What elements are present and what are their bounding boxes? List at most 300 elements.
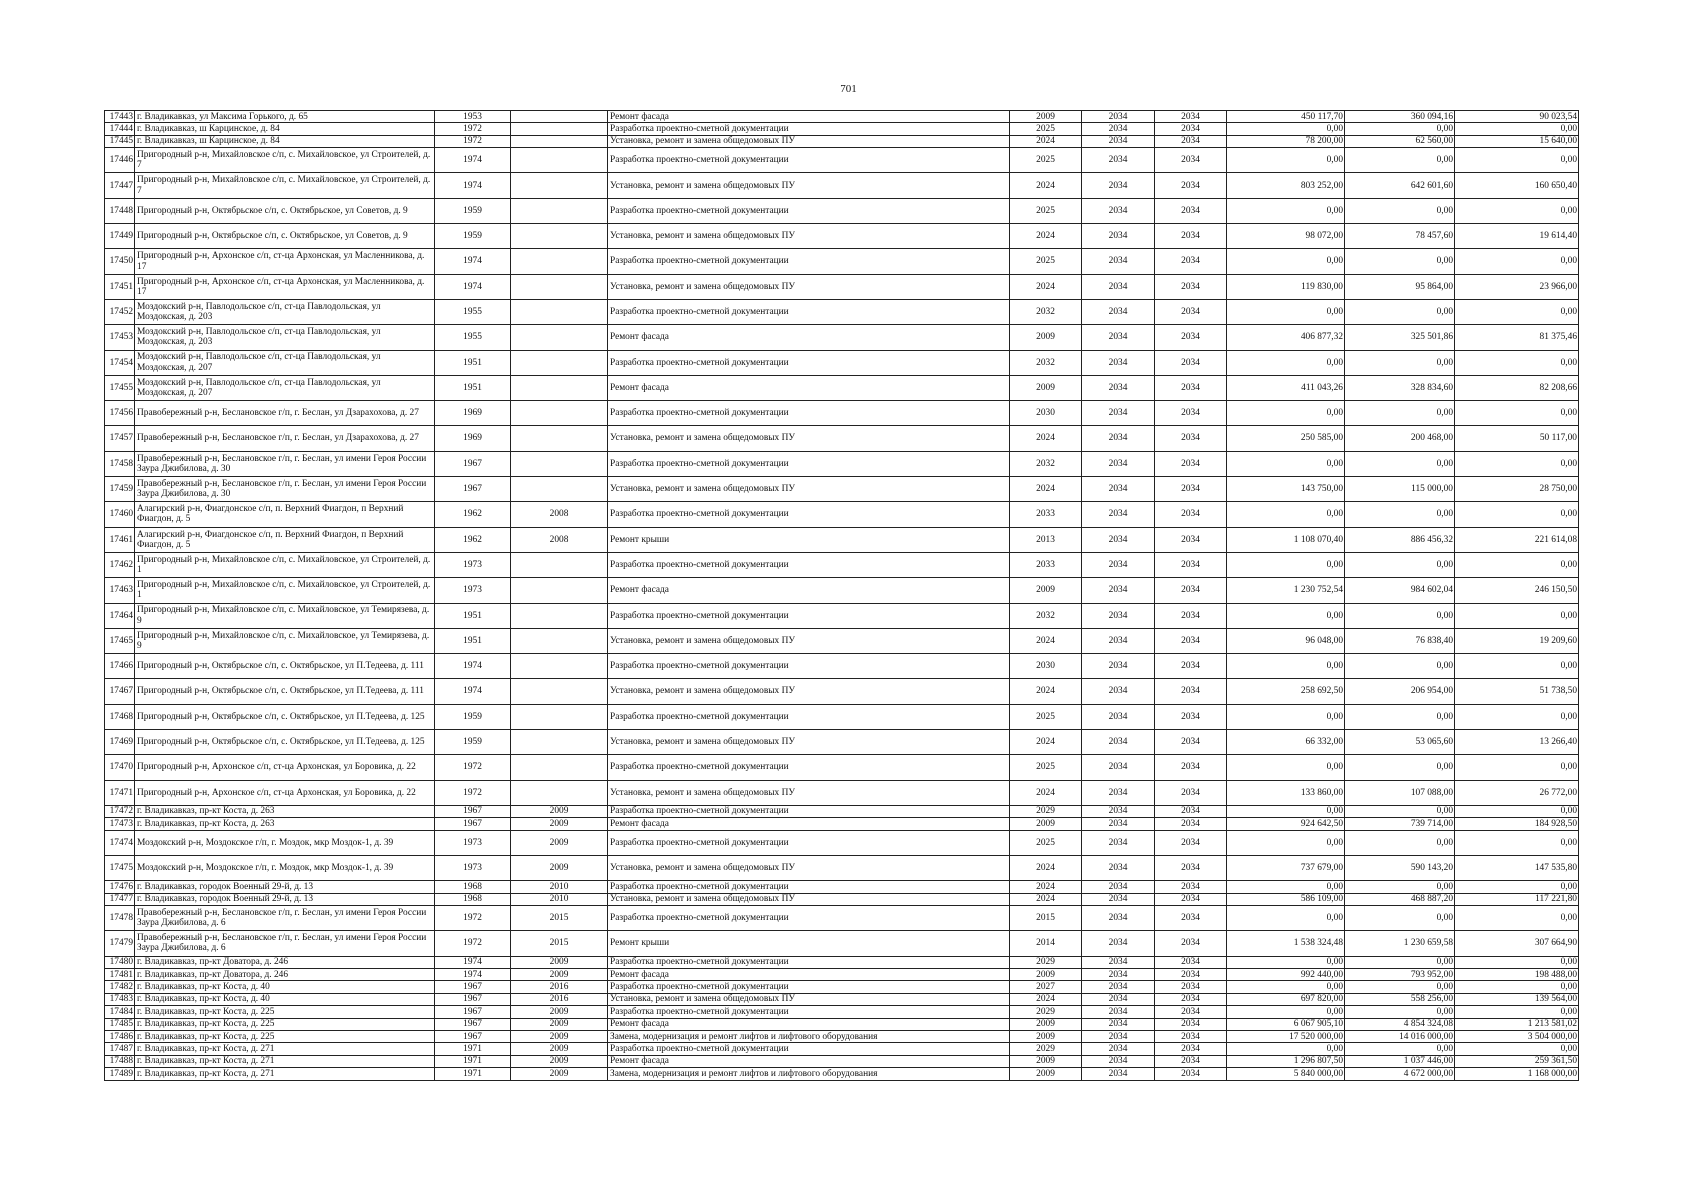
row-number-cell: 17450 [105, 249, 135, 274]
year-reconstruction-cell: 2009 [511, 830, 608, 855]
table-row [105, 502, 1579, 527]
year-planned-end-cell: 2034 [1155, 780, 1227, 805]
year-last-repair-cell: 2024 [1010, 477, 1082, 502]
table-row [105, 603, 1579, 628]
cost-part-1-cell: 739 714,00 [1345, 818, 1455, 830]
cost-part-2-cell: 184 928,50 [1455, 818, 1579, 830]
year-last-repair-cell: 2009 [1010, 578, 1082, 603]
year-planned-cell: 2034 [1082, 654, 1155, 679]
cost-total-cell: 0,00 [1227, 299, 1345, 324]
year-planned-end-cell: 2034 [1155, 451, 1227, 476]
row-number-cell: 17489 [105, 1068, 135, 1080]
row-number-cell: 17455 [105, 375, 135, 400]
work-type-cell: Разработка проектно-сметной документации [608, 1006, 1010, 1018]
year-built-cell: 1973 [435, 578, 511, 603]
cost-part-1-cell: 0,00 [1345, 956, 1455, 968]
address-cell: Пригородный р-н, Архонское с/п, ст-ца Архонская, ул Масленникова, д. 17 [135, 249, 435, 274]
address-cell: Моздокский р-н, Павлодольское с/п, ст-ца Павлодольская, ул Моздокская, д. 203 [135, 299, 435, 324]
cost-part-1-cell: 1 037 446,00 [1345, 1055, 1455, 1067]
year-built-cell: 1972 [435, 755, 511, 780]
cost-total-cell: 697 820,00 [1227, 993, 1345, 1005]
year-reconstruction-cell [511, 249, 608, 274]
cost-part-2-cell: 0,00 [1455, 401, 1579, 426]
year-planned-cell: 2034 [1082, 274, 1155, 299]
year-reconstruction-cell: 2009 [511, 1030, 608, 1042]
cost-total-cell: 992 440,00 [1227, 969, 1345, 981]
work-type-cell: Разработка проектно-сметной документации [608, 830, 1010, 855]
work-type-cell: Установка, ремонт и замена общедомовых ПУ [608, 274, 1010, 299]
year-last-repair-cell: 2024 [1010, 881, 1082, 893]
table-row [105, 249, 1579, 274]
cost-part-2-cell: 0,00 [1455, 755, 1579, 780]
cost-total-cell: 0,00 [1227, 1006, 1345, 1018]
year-planned-end-cell: 2034 [1155, 704, 1227, 729]
table-body [105, 111, 1579, 1081]
year-last-repair-cell: 2009 [1010, 1018, 1082, 1030]
year-built-cell: 1967 [435, 1018, 511, 1030]
cost-part-1-cell: 14 016 000,00 [1345, 1030, 1455, 1042]
year-planned-cell: 2034 [1082, 818, 1155, 830]
cost-total-cell: 450 117,70 [1227, 111, 1345, 123]
year-planned-cell: 2034 [1082, 1055, 1155, 1067]
work-type-cell: Ремонт крыши [608, 527, 1010, 552]
year-built-cell: 1967 [435, 451, 511, 476]
cost-part-2-cell: 221 614,08 [1455, 527, 1579, 552]
cost-part-2-cell: 19 614,40 [1455, 224, 1579, 249]
year-reconstruction-cell [511, 375, 608, 400]
work-type-cell: Разработка проектно-сметной документации [608, 299, 1010, 324]
year-planned-end-cell: 2034 [1155, 628, 1227, 653]
cost-total-cell: 0,00 [1227, 830, 1345, 855]
cost-total-cell: 0,00 [1227, 755, 1345, 780]
cost-part-1-cell: 0,00 [1345, 249, 1455, 274]
table-row [105, 375, 1579, 400]
cost-part-2-cell: 15 640,00 [1455, 135, 1579, 147]
year-planned-end-cell: 2034 [1155, 956, 1227, 968]
cost-part-1-cell: 0,00 [1345, 502, 1455, 527]
year-planned-end-cell: 2034 [1155, 1043, 1227, 1055]
year-last-repair-cell: 2009 [1010, 969, 1082, 981]
year-last-repair-cell: 2030 [1010, 401, 1082, 426]
row-number-cell: 17456 [105, 401, 135, 426]
address-cell: г. Владикавказ, пр-кт Доватора, д. 246 [135, 956, 435, 968]
year-planned-cell: 2034 [1082, 123, 1155, 135]
work-type-cell: Установка, ремонт и замена общедомовых ПУ [608, 730, 1010, 755]
work-type-cell: Разработка проектно-сметной документации [608, 502, 1010, 527]
cost-total-cell: 0,00 [1227, 881, 1345, 893]
address-cell: Правобережный р-н, Беслановское г/п, г. Беслан, ул имени Героя России Заура Джибилова, д. 30 [135, 477, 435, 502]
year-planned-cell: 2034 [1082, 1018, 1155, 1030]
year-planned-cell: 2034 [1082, 855, 1155, 880]
cost-part-1-cell: 0,00 [1345, 451, 1455, 476]
row-number-cell: 17454 [105, 350, 135, 375]
cost-part-1-cell: 590 143,20 [1345, 855, 1455, 880]
year-planned-cell: 2034 [1082, 224, 1155, 249]
cost-part-1-cell: 0,00 [1345, 552, 1455, 577]
table-row [105, 325, 1579, 350]
year-planned-end-cell: 2034 [1155, 578, 1227, 603]
cost-part-2-cell: 246 150,50 [1455, 578, 1579, 603]
row-number-cell: 17484 [105, 1006, 135, 1018]
year-last-repair-cell: 2013 [1010, 527, 1082, 552]
cost-part-2-cell: 160 650,40 [1455, 173, 1579, 198]
row-number-cell: 17463 [105, 578, 135, 603]
work-type-cell: Установка, ремонт и замена общедомовых ПУ [608, 993, 1010, 1005]
work-type-cell: Ремонт фасада [608, 1018, 1010, 1030]
row-number-cell: 17449 [105, 224, 135, 249]
row-number-cell: 17486 [105, 1030, 135, 1042]
cost-part-2-cell: 23 966,00 [1455, 274, 1579, 299]
table-row [105, 173, 1579, 198]
year-last-repair-cell: 2029 [1010, 1006, 1082, 1018]
cost-total-cell: 0,00 [1227, 603, 1345, 628]
cost-total-cell: 1 296 807,50 [1227, 1055, 1345, 1067]
cost-part-2-cell: 0,00 [1455, 299, 1579, 324]
cost-total-cell: 78 200,00 [1227, 135, 1345, 147]
year-planned-end-cell: 2034 [1155, 1055, 1227, 1067]
cost-part-2-cell: 1 168 000,00 [1455, 1068, 1579, 1080]
row-number-cell: 17480 [105, 956, 135, 968]
year-planned-cell: 2034 [1082, 805, 1155, 817]
year-built-cell: 1967 [435, 981, 511, 993]
year-planned-cell: 2034 [1082, 906, 1155, 931]
year-last-repair-cell: 2032 [1010, 299, 1082, 324]
year-last-repair-cell: 2024 [1010, 628, 1082, 653]
cost-total-cell: 1 230 752,54 [1227, 578, 1345, 603]
address-cell: г. Владикавказ, городок Военный 29-й, д. 13 [135, 893, 435, 905]
cost-part-2-cell: 307 664,90 [1455, 931, 1579, 956]
year-reconstruction-cell [511, 780, 608, 805]
address-cell: Пригородный р-н, Архонское с/п, ст-ца Архонская, ул Боровика, д. 22 [135, 780, 435, 805]
year-planned-end-cell: 2034 [1155, 603, 1227, 628]
cost-part-2-cell: 28 750,00 [1455, 477, 1579, 502]
year-last-repair-cell: 2025 [1010, 704, 1082, 729]
year-planned-end-cell: 2034 [1155, 1068, 1227, 1080]
year-built-cell: 1951 [435, 350, 511, 375]
cost-part-1-cell: 558 256,00 [1345, 993, 1455, 1005]
work-type-cell: Ремонт фасада [608, 818, 1010, 830]
cost-part-2-cell: 139 564,00 [1455, 993, 1579, 1005]
year-last-repair-cell: 2024 [1010, 135, 1082, 147]
year-built-cell: 1973 [435, 855, 511, 880]
cost-part-1-cell: 95 864,00 [1345, 274, 1455, 299]
address-cell: Правобережный р-н, Беслановское г/п, г. Беслан, ул имени Героя России Заура Джибилова, д. 6 [135, 931, 435, 956]
cost-part-1-cell: 0,00 [1345, 981, 1455, 993]
year-built-cell: 1971 [435, 1068, 511, 1080]
work-type-cell: Разработка проектно-сметной документации [608, 249, 1010, 274]
cost-part-2-cell: 0,00 [1455, 881, 1579, 893]
year-planned-end-cell: 2034 [1155, 173, 1227, 198]
cost-part-1-cell: 206 954,00 [1345, 679, 1455, 704]
year-planned-cell: 2034 [1082, 249, 1155, 274]
year-reconstruction-cell: 2009 [511, 1006, 608, 1018]
work-type-cell: Установка, ремонт и замена общедомовых ПУ [608, 426, 1010, 451]
year-built-cell: 1967 [435, 818, 511, 830]
year-reconstruction-cell [511, 299, 608, 324]
table-row [105, 805, 1579, 817]
cost-part-1-cell: 642 601,60 [1345, 173, 1455, 198]
year-last-repair-cell: 2033 [1010, 552, 1082, 577]
cost-part-2-cell: 26 772,00 [1455, 780, 1579, 805]
cost-part-1-cell: 0,00 [1345, 755, 1455, 780]
year-reconstruction-cell [511, 451, 608, 476]
cost-part-1-cell: 107 088,00 [1345, 780, 1455, 805]
page-number: 701 [840, 83, 857, 95]
address-cell: г. Владикавказ, пр-кт Коста, д. 271 [135, 1043, 435, 1055]
work-type-cell: Разработка проектно-сметной документации [608, 148, 1010, 173]
year-planned-end-cell: 2034 [1155, 401, 1227, 426]
year-planned-end-cell: 2034 [1155, 993, 1227, 1005]
address-cell: Пригородный р-н, Октябрьское с/п, с. Октябрьское, ул П.Тедеева, д. 111 [135, 654, 435, 679]
year-last-repair-cell: 2024 [1010, 173, 1082, 198]
cost-part-1-cell: 0,00 [1345, 1043, 1455, 1055]
cost-part-1-cell: 0,00 [1345, 881, 1455, 893]
year-built-cell: 1959 [435, 224, 511, 249]
cost-part-1-cell: 0,00 [1345, 299, 1455, 324]
cost-part-2-cell: 90 023,54 [1455, 111, 1579, 123]
year-planned-end-cell: 2034 [1155, 426, 1227, 451]
year-reconstruction-cell [511, 704, 608, 729]
year-reconstruction-cell [511, 173, 608, 198]
table-row [105, 993, 1579, 1005]
cost-total-cell: 0,00 [1227, 451, 1345, 476]
cost-total-cell: 17 520 000,00 [1227, 1030, 1345, 1042]
year-last-repair-cell: 2025 [1010, 148, 1082, 173]
year-planned-end-cell: 2034 [1155, 274, 1227, 299]
work-type-cell: Ремонт фасада [608, 578, 1010, 603]
table-row [105, 931, 1579, 956]
year-planned-end-cell: 2034 [1155, 906, 1227, 931]
year-built-cell: 1968 [435, 893, 511, 905]
table-row [105, 628, 1579, 653]
year-reconstruction-cell: 2008 [511, 502, 608, 527]
cost-part-1-cell: 886 456,32 [1345, 527, 1455, 552]
work-type-cell: Разработка проектно-сметной документации [608, 198, 1010, 223]
table-row [105, 111, 1579, 123]
year-planned-cell: 2034 [1082, 830, 1155, 855]
table-row [105, 704, 1579, 729]
row-number-cell: 17469 [105, 730, 135, 755]
cost-total-cell: 0,00 [1227, 552, 1345, 577]
work-type-cell: Разработка проектно-сметной документации [608, 654, 1010, 679]
year-built-cell: 1969 [435, 401, 511, 426]
work-type-cell: Установка, ремонт и замена общедомовых ПУ [608, 780, 1010, 805]
cost-part-1-cell: 78 457,60 [1345, 224, 1455, 249]
year-last-repair-cell: 2015 [1010, 906, 1082, 931]
work-type-cell: Ремонт фасада [608, 969, 1010, 981]
year-built-cell: 1967 [435, 805, 511, 817]
year-reconstruction-cell: 2016 [511, 993, 608, 1005]
work-type-cell: Ремонт фасада [608, 1055, 1010, 1067]
row-number-cell: 17467 [105, 679, 135, 704]
address-cell: Пригородный р-н, Михайловское с/п, с. Михайловское, ул Темирязева, д. 9 [135, 603, 435, 628]
cost-total-cell: 0,00 [1227, 654, 1345, 679]
work-type-cell: Разработка проектно-сметной документации [608, 906, 1010, 931]
year-last-repair-cell: 2030 [1010, 654, 1082, 679]
year-planned-cell: 2034 [1082, 730, 1155, 755]
year-planned-cell: 2034 [1082, 148, 1155, 173]
cost-total-cell: 411 043,26 [1227, 375, 1345, 400]
year-reconstruction-cell [511, 679, 608, 704]
address-cell: г. Владикавказ, пр-кт Коста, д. 271 [135, 1068, 435, 1080]
year-planned-end-cell: 2034 [1155, 527, 1227, 552]
cost-total-cell: 96 048,00 [1227, 628, 1345, 653]
year-last-repair-cell: 2024 [1010, 893, 1082, 905]
cost-part-2-cell: 51 738,50 [1455, 679, 1579, 704]
cost-part-2-cell: 13 266,40 [1455, 730, 1579, 755]
year-last-repair-cell: 2029 [1010, 805, 1082, 817]
work-type-cell: Замена, модернизация и ремонт лифтов и лифтового оборудования [608, 1030, 1010, 1042]
year-built-cell: 1955 [435, 325, 511, 350]
row-number-cell: 17444 [105, 123, 135, 135]
cost-part-2-cell: 81 375,46 [1455, 325, 1579, 350]
year-planned-cell: 2034 [1082, 780, 1155, 805]
capital-repair-table [104, 110, 1579, 1081]
cost-part-2-cell: 0,00 [1455, 981, 1579, 993]
row-number-cell: 17453 [105, 325, 135, 350]
year-planned-cell: 2034 [1082, 451, 1155, 476]
row-number-cell: 17447 [105, 173, 135, 198]
cost-part-1-cell: 0,00 [1345, 805, 1455, 817]
year-built-cell: 1969 [435, 426, 511, 451]
row-number-cell: 17457 [105, 426, 135, 451]
year-last-repair-cell: 2024 [1010, 855, 1082, 880]
cost-part-1-cell: 360 094,16 [1345, 111, 1455, 123]
year-reconstruction-cell [511, 123, 608, 135]
table-row [105, 135, 1579, 147]
cost-part-1-cell: 0,00 [1345, 830, 1455, 855]
year-planned-cell: 2034 [1082, 981, 1155, 993]
year-built-cell: 1955 [435, 299, 511, 324]
year-built-cell: 1962 [435, 527, 511, 552]
year-planned-end-cell: 2034 [1155, 198, 1227, 223]
year-planned-end-cell: 2034 [1155, 805, 1227, 817]
cost-part-2-cell: 0,00 [1455, 906, 1579, 931]
cost-part-2-cell: 0,00 [1455, 249, 1579, 274]
row-number-cell: 17446 [105, 148, 135, 173]
address-cell: Пригородный р-н, Архонское с/п, ст-ца Архонская, ул Масленникова, д. 17 [135, 274, 435, 299]
year-last-repair-cell: 2025 [1010, 830, 1082, 855]
work-type-cell: Разработка проектно-сметной документации [608, 956, 1010, 968]
cost-total-cell: 66 332,00 [1227, 730, 1345, 755]
year-planned-end-cell: 2034 [1155, 830, 1227, 855]
table-row [105, 780, 1579, 805]
cost-total-cell: 924 642,50 [1227, 818, 1345, 830]
year-planned-cell: 2034 [1082, 299, 1155, 324]
year-planned-end-cell: 2034 [1155, 224, 1227, 249]
row-number-cell: 17459 [105, 477, 135, 502]
row-number-cell: 17476 [105, 881, 135, 893]
year-last-repair-cell: 2024 [1010, 730, 1082, 755]
row-number-cell: 17460 [105, 502, 135, 527]
year-reconstruction-cell [511, 730, 608, 755]
year-planned-end-cell: 2034 [1155, 969, 1227, 981]
year-planned-end-cell: 2034 [1155, 679, 1227, 704]
year-built-cell: 1968 [435, 881, 511, 893]
work-type-cell: Установка, ремонт и замена общедомовых ПУ [608, 477, 1010, 502]
row-number-cell: 17477 [105, 893, 135, 905]
year-planned-cell: 2034 [1082, 993, 1155, 1005]
year-planned-cell: 2034 [1082, 578, 1155, 603]
row-number-cell: 17466 [105, 654, 135, 679]
year-planned-end-cell: 2034 [1155, 1018, 1227, 1030]
work-type-cell: Установка, ремонт и замена общедомовых ПУ [608, 855, 1010, 880]
address-cell: г. Владикавказ, пр-кт Коста, д. 271 [135, 1055, 435, 1067]
year-built-cell: 1959 [435, 704, 511, 729]
year-planned-cell: 2034 [1082, 956, 1155, 968]
cost-total-cell: 0,00 [1227, 1043, 1345, 1055]
table-row [105, 893, 1579, 905]
year-built-cell: 1951 [435, 603, 511, 628]
year-planned-end-cell: 2034 [1155, 249, 1227, 274]
year-planned-cell: 2034 [1082, 603, 1155, 628]
cost-part-1-cell: 468 887,20 [1345, 893, 1455, 905]
year-planned-cell: 2034 [1082, 893, 1155, 905]
table-row [105, 477, 1579, 502]
cost-part-1-cell: 0,00 [1345, 654, 1455, 679]
year-planned-end-cell: 2034 [1155, 135, 1227, 147]
year-last-repair-cell: 2014 [1010, 931, 1082, 956]
table-row [105, 350, 1579, 375]
year-reconstruction-cell [511, 654, 608, 679]
year-built-cell: 1971 [435, 1055, 511, 1067]
year-reconstruction-cell [511, 401, 608, 426]
year-last-repair-cell: 2032 [1010, 350, 1082, 375]
cost-part-2-cell: 0,00 [1455, 956, 1579, 968]
cost-total-cell: 143 750,00 [1227, 477, 1345, 502]
cost-part-1-cell: 0,00 [1345, 350, 1455, 375]
year-planned-cell: 2034 [1082, 931, 1155, 956]
year-built-cell: 1967 [435, 477, 511, 502]
row-number-cell: 17473 [105, 818, 135, 830]
cost-total-cell: 406 877,32 [1227, 325, 1345, 350]
work-type-cell: Ремонт фасада [608, 325, 1010, 350]
year-planned-end-cell: 2034 [1155, 730, 1227, 755]
table-row [105, 956, 1579, 968]
table-row [105, 274, 1579, 299]
row-number-cell: 17478 [105, 906, 135, 931]
work-type-cell: Разработка проектно-сметной документации [608, 704, 1010, 729]
cost-part-1-cell: 0,00 [1345, 704, 1455, 729]
cost-total-cell: 6 067 905,10 [1227, 1018, 1345, 1030]
year-planned-end-cell: 2034 [1155, 855, 1227, 880]
cost-total-cell: 0,00 [1227, 906, 1345, 931]
row-number-cell: 17443 [105, 111, 135, 123]
address-cell: Моздокский р-н, Павлодольское с/п, ст-ца Павлодольская, ул Моздокская, д. 207 [135, 375, 435, 400]
cost-part-1-cell: 328 834,60 [1345, 375, 1455, 400]
table-row [105, 969, 1579, 981]
work-type-cell: Разработка проектно-сметной документации [608, 805, 1010, 817]
year-reconstruction-cell: 2009 [511, 855, 608, 880]
cost-total-cell: 258 692,50 [1227, 679, 1345, 704]
year-planned-end-cell: 2034 [1155, 981, 1227, 993]
cost-total-cell: 119 830,00 [1227, 274, 1345, 299]
year-planned-end-cell: 2034 [1155, 1006, 1227, 1018]
cost-total-cell: 1 108 070,40 [1227, 527, 1345, 552]
year-built-cell: 1974 [435, 969, 511, 981]
row-number-cell: 17468 [105, 704, 135, 729]
cost-total-cell: 1 538 324,48 [1227, 931, 1345, 956]
year-built-cell: 1967 [435, 1006, 511, 1018]
table-row [105, 578, 1579, 603]
table-row [105, 224, 1579, 249]
work-type-cell: Разработка проектно-сметной документации [608, 1043, 1010, 1055]
cost-total-cell: 98 072,00 [1227, 224, 1345, 249]
year-reconstruction-cell [511, 552, 608, 577]
address-cell: Правобережный р-н, Беслановское г/п, г. Беслан, ул имени Героя России Заура Джибилова, д. 6 [135, 906, 435, 931]
row-number-cell: 17487 [105, 1043, 135, 1055]
table-row [105, 527, 1579, 552]
